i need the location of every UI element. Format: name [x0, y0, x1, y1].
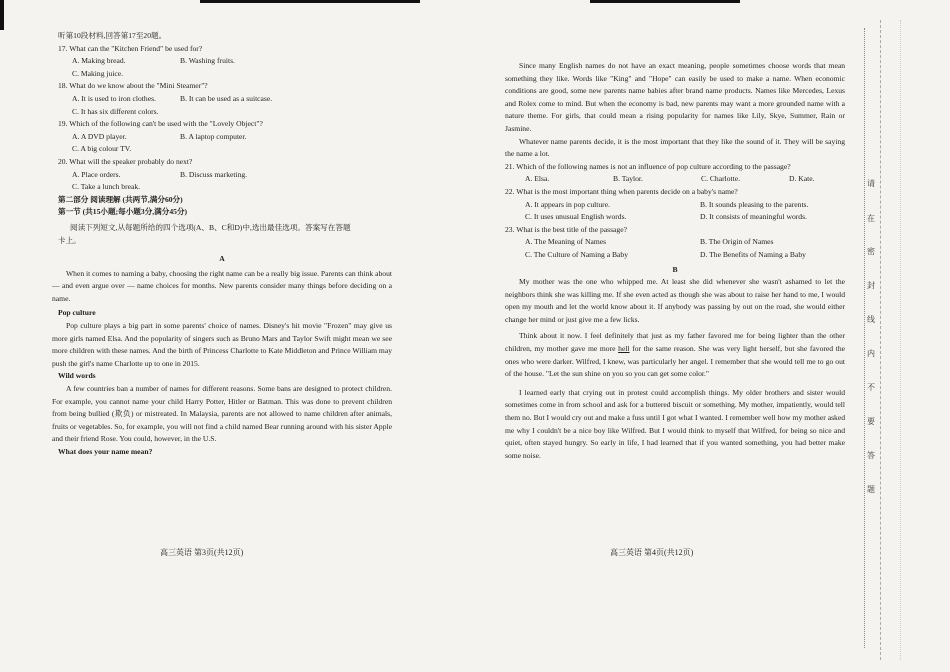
instructions: 阅读下列短文,从每题所给的四个选项(A、B、C和D)中,选出最佳选项。答案写在答题: [70, 222, 351, 232]
sidebar-char: 要: [867, 417, 875, 426]
question-20: 20. What will the speaker probably do next? A. Place orders. B. Discuss marketing. C. Take a lunch break.: [58, 156, 248, 192]
sidebar-char: 封: [867, 281, 875, 290]
question-22: 22. What is the most important thing when parents decide on a baby's name? A. It appears in pop culture. B. It sounds pleasing to the parents. C. It uses unusual English words. D. It consists of meaningful words.: [505, 186, 809, 222]
question-19: 19. Which of the following can't be used with the "Lovely Object"? A. A DVD player. B. A laptop computer. C. A big colour TV.: [58, 119, 263, 154]
cut-line-2: [900, 20, 901, 660]
sidebar-char: 内: [867, 349, 875, 358]
section1-title: 第一节 (共15小题;每小题3分,满分45分): [58, 207, 188, 217]
binding-margin: [864, 28, 885, 648]
passage-b-para3: I learned early that crying out in protest could accomplish things. My older brothers and sister would sometimes come in from school and ask for a buttered biscuit or something. My mother, impatiently, would tell them no. But I would cry out and make a fuss until I got what I wanted. I remember well how my mother asked me why I couldn't be a nice boy like Wilfred. But I would think to myself that Wilfred, for being so nice and quiet, often stayed hungry. So early in life, I had learned that if you wanted something, you had better make some noise.: [505, 387, 845, 460]
question-23: 23. What is the best title of the passage? A. The Meaning of Names B. The Origin of Names C. The Culture of Naming a Baby D. The Benefits of Naming a Baby: [505, 224, 806, 259]
scan-edge-mark: [0, 0, 4, 30]
heading-wild-words: Wild words: [58, 371, 96, 381]
cut-line: [880, 20, 881, 660]
right-page-footer: 高三英语 第4页(共12页): [610, 548, 694, 557]
sidebar-char: 请: [867, 179, 875, 188]
sidebar-char: 在: [867, 214, 875, 223]
listening-intro: 听第10段材料,回答第17至20题。: [58, 31, 167, 40]
passage-a-para4: Since many English names do not have an exact meaning, people sometimes choose words that mean something they like. Words like "King" and "Hope" can easily be used to make a name. When economic conditions are good, some new parents name babies after brand name products. Names like Mercedes, Lexus and Rolex come to mind. But when the economy is bad, new parents may want a more grounded name with a nature theme. For girls, that could mean a rising popularity for names like Lily, Skye, Summer, Rain or Jasmine.: [505, 61, 845, 133]
passage-a-para5: Whatever name parents decide, it is the most important that they like the sound of it. They will be saying the name a lot.: [505, 136, 845, 159]
passage-a-para3: A few countries ban a number of names for different reasons. Some bans are designed to protect children. For example, you cannot name your child Harry Potter, Hitler or Batman. This was done to prevent children from being bullied (欺负) or mistreated. In Malaysia, parents are not allowed to name children after animals, fruits or vegetables. So, for example, you will not find a child named Bear running around with his sister Apple and their friend Rose. You could, however, in the U.S.: [52, 384, 392, 444]
passage-b-para2: Think about it now. I feel definitely that just as my father favored me for being lighter than the other children, my mother gave me more hell for the same reason. She was very light herself, but she favored the ones who were darker. Wilfred, I knew, was particularly her angel. I remember that she would tell me to go out of the house. "Let the sun shine on you so you can get some color.": [505, 331, 845, 379]
sidebar-char: 密: [867, 247, 875, 256]
question-17: 17. What can the "Kitchen Friend" be used for? A. Making bread. B. Washing fruits. C. Making juice.: [58, 43, 235, 78]
right-page: [505, 0, 845, 462]
heading-pop-culture: Pop culture: [58, 308, 96, 318]
sidebar-char: 线: [867, 315, 875, 324]
left-page-footer: 高三英语 第3页(共12页): [160, 548, 244, 557]
passage-a-label: A: [219, 254, 225, 264]
heading-name-meaning: What does your name mean?: [58, 447, 153, 456]
passage-b-label: B: [672, 264, 678, 274]
passage-b-para1: My mother was the one who whipped me. At least she did whenever she wasn't ashamed to let the neighbors think she was killing me. If she even acted as though she was about to raise her hand to me, I would open my mouth and let the world know about it. If anybody was passing by out on the road, she would either change her mind or just give me a few licks.: [505, 277, 845, 324]
question-21: 21. Which of the following names is not an influence of pop culture according to the passage? A. Elsa. B. Taylor. C. Charlotte. D. Kate.: [505, 161, 815, 184]
part2-title: 第二部分 阅读理解 (共两节,满分60分): [58, 194, 183, 204]
sidebar-char: 不: [867, 383, 875, 392]
passage-a-para2: Pop culture plays a big part in some parents' choice of names. Disney's hit movie "Frozen" may give us more girls named Elsa. And the popularity of singers such as Bruno Mars and Taylor Swift might mean we see more children with these names. And the birth of Princess Charlotte to Kate Middleton and Prince William may push the girl's name Charlotte up to one in 2015.: [52, 321, 392, 368]
passage-a-para1: When it comes to naming a baby, choosing the right name can be a really big issue. Parents can think about — and even argue over — name choices for months. New parents consider many things before deciding on a name.: [52, 268, 392, 303]
sidebar-char: 答: [867, 451, 875, 460]
sidebar-char: 题: [867, 485, 875, 494]
instructions-cont: 卡上。: [58, 235, 81, 245]
underlined-word-hell: hell: [618, 344, 630, 354]
left-page: [52, 0, 392, 459]
question-18: 18. What do we know about the "Mini Steamer"? A. It is used to iron clothes. B. It can be used as a suitcase. C. It has six different colors.: [58, 81, 273, 116]
